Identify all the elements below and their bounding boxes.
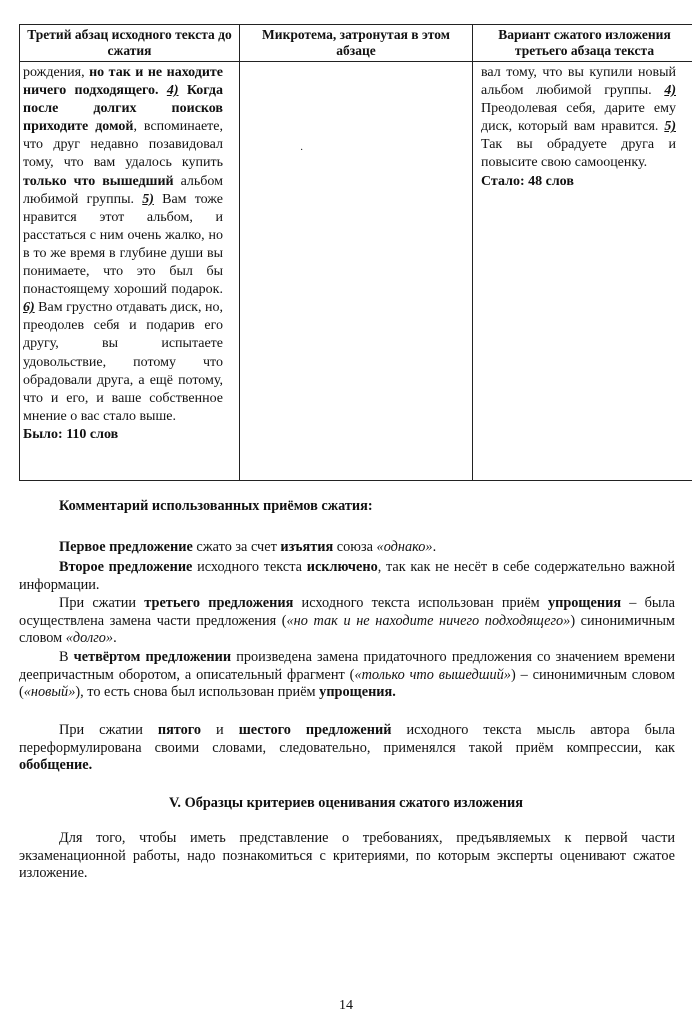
table-header-row (20, 25, 692, 62)
table-row (20, 62, 692, 481)
section-paragraph: Для того, чтобы иметь представление о требованиях, предъявляемых к первой части экзаменационной работы, надо познакомиться с критериями, по которым эксперты оценивают сжатое изложение. (19, 830, 675, 882)
comment-paragraph: При сжатии третьего предложения исходного текста использован приём упрощения – была осуществлена замена части предложения («но так и не находите ничего подходящего») синонимичным словом «долго». (19, 595, 675, 647)
original-paragraph-cell (20, 62, 240, 481)
comment-paragraph: Первое предложение сжато за счет изъятия союза «однако». (59, 539, 437, 555)
sentence-number: 5) (142, 191, 154, 207)
microtopic-cell (240, 62, 473, 481)
sentence-number: 6) (23, 300, 35, 316)
word-count-after: Стало: 48 слов (481, 173, 574, 189)
original-paragraph-text: рождения, но так и не находите ничего подходящего. 4) Когда после долгих поисков приходите домой, вспоминаете, что друг недавно позавидовал тому, что вам удалось купить только что вышедший альбом любимой группы. 5) Вам тоже нравится этот альбом, и расстаться с ним очень жалко, но в то же время в глубине души вы понимаете, что это был бы понастоящему хороший подарок. 6) Вам грустно отдавать диск, но, преодолев себя и подарив его другу, вы испытаете удовольствие, потому что обрадовали друга, а ещё потому, что и его, и ваше собственное мнение о вас стало выше. Было: 110 слов (20, 62, 239, 444)
compressed-variant-cell (473, 62, 692, 481)
header-original-paragraph: Третий абзац исходного текста до сжатия (20, 25, 240, 62)
compression-table (19, 24, 692, 481)
compressed-variant-text: вал тому, что вы купили новый альбом любимой группы. 4) Преодолевая себя, дарите ему диск, который вам нравится. 5) Так вы обрадуете друга и повысите свою самооценку. Стало: 48 слов (473, 62, 692, 191)
comment-paragraph: В четвёртом предложении произведена замена придаточного предложения со значением времени деепричастным оборотом, а описательный фрагмент («только что вышедший») – синонимичным словом («новый»), то есть снова был использован приём упрощения. (19, 649, 675, 701)
comment-paragraph: При сжатии пятого и шестого предложений исходного текста мысль автора была переформулирована своими словами, следовательно, применялся такой приём компрессии, как обобщение. (19, 722, 675, 774)
sentence-number: 4) (664, 83, 676, 99)
page-number: 14 (339, 998, 353, 1013)
sentence-number: 5) (664, 119, 676, 135)
header-microtopic: Микротема, затронутая в этом абзаце (240, 25, 473, 62)
microtopic-mark: · (300, 145, 304, 156)
word-count-before: Было: 110 слов (23, 426, 119, 442)
comment-heading: Комментарий использованных приёмов сжатия: (59, 498, 373, 514)
sentence-number: 4) (166, 83, 179, 99)
header-compressed-variant: Вариант сжатого изложения третьего абзаца текста (473, 25, 692, 62)
comment-paragraph: Второе предложение исходного текста исключено, так как не несёт в себе содержательно важной информации. (19, 559, 675, 593)
section-title: V. Образцы критериев оценивания сжатого изложения (168, 795, 524, 811)
